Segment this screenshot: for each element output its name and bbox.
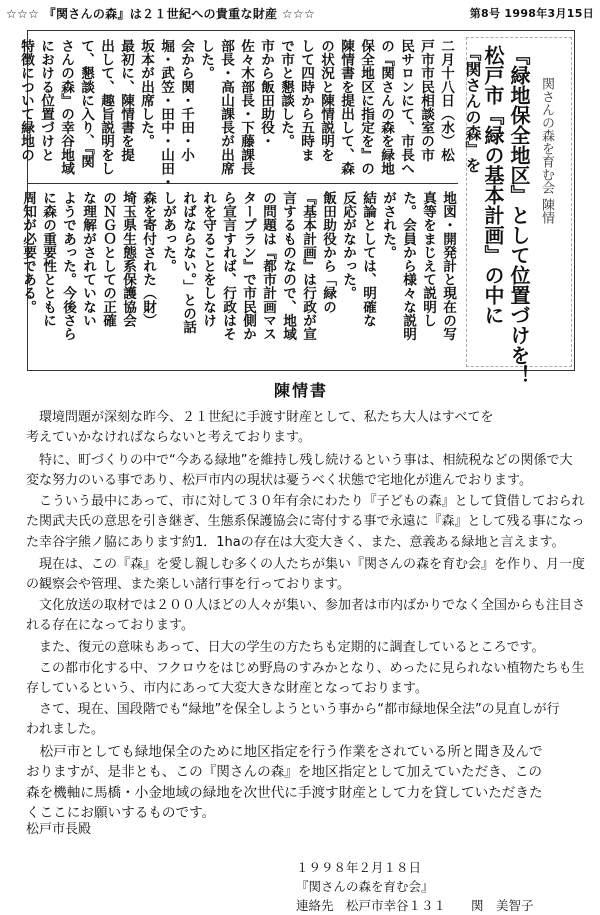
newsletter-title: ☆☆☆ 『関さんの森』は２１世紀への貴重な財産 ☆☆☆ — [6, 7, 316, 21]
petition-contact: 連絡先 松戸市幸谷１３１ 関 美智子 — [296, 898, 534, 913]
headline-byline: 関さんの森を育む会 陳情 — [539, 77, 554, 225]
issue-date: 第8号 1998年3月15日 — [469, 7, 594, 20]
petition-paragraph: この都市化する中、フクロウをはじめ野鳥のすみかとなり、めったに見られない植物たちも生 存しているという、市内にあって大変大きな財産となっております。 — [26, 661, 585, 697]
clipping-headline — [463, 37, 572, 385]
petition-paragraph: 文化放送の取材では２００人ほどの人々が集い、参加者は市内ばかりでなく全国からも注目さ れる存在になっております。 — [26, 598, 586, 634]
newspaper-clipping — [18, 30, 575, 385]
headline-line-3: 『緑地保全地区』として位置づけを！ — [507, 45, 531, 385]
clipping-bottom-text: 地図・開発計と現在の写 真等をまじえて説明し た。会員から様々な説明 がされた。 結論としては、明確な 反応がなかった。 飯田助役から「緑の 『基本計画』は行政が宣 言するものなので、地域 の問題は『都市計画マス タープラン』で市民側か ら宣言すれば、行政はそ れを守ることをしなけ ればならない。」との話 しがあった。 森を寄付された（財） 埼玉県生態系保護協会 のＮＧＯとしての正確 な理解がされていない ようであった。今後さら に森の重要性とともに 周知が必要である。 — [20, 191, 456, 341]
petition-title: 陳情書 — [273, 381, 328, 400]
petition-paragraph: 現在は、この『森』を愛し親しむ多くの人たちが集い『関さんの森を育む会』を作り、月一度 の観察会や管理、また楽しい諸行事を行っております。 — [26, 557, 586, 593]
headline-line-1: 『関さんの森』を — [463, 45, 482, 173]
clipping-top-text: 二月十八日（水）松 戸市市民相談室の市 民サロンにて、市長へ の『関さんの森を緑地 保全地区に指定を』の 陳情書を提出して、森 の状況と陳情説明を して四時から五時ま で市と懇談した。 市から飯田助役・ 佐々木部長・下藤課長 部長・高山課長が出席 した。 会から関・千田・小 堀・武笠・田中・山田・ 坂本が出席した。 最初に、陳情書を提 出して、趣旨説明をし て、懇談に入り、『関 さんの森』の幸谷地域 における位置づけと 特徴について緑地の — [18, 39, 454, 189]
newsletter-header — [6, 5, 594, 21]
petition-organization: 『関さんの森を育む会』 — [296, 879, 434, 894]
clipping-divider — [28, 183, 458, 184]
petition-addressee: 松戸市長殿 — [26, 822, 92, 837]
petition-paragraph: 松戸市としても緑地保全のために地区指定を行う作業をされている所と聞き及んで おりますが、是非とも、この『関さんの森』を地区指定として加えていただき、この 森を機軸に馬橋・小金地域の緑地を次世代に手渡す財産として力を貸していただきた くここにお願いするものです。 — [26, 744, 543, 822]
petition-paragraph: さて、現在、国段階でも“緑地”を保全しようという事から“都市緑地保全法”の見直しが行 われました。 — [26, 702, 560, 738]
petition-paragraph: こういう最中にあって、市に対して３０年有余にわたり『子どもの森』として貸借しておられ た関武夫氏の意思を引き継ぎ、生態系保護協会に寄付する事で永遠に『森』として残る事になっ た幸谷字熊ノ脇にあります約1．1haの存在は大変大きく、また、意義ある緑地と言えます。 — [26, 494, 585, 550]
petition-paragraph: また、復元の意味もあって、日大の学生の方たちも定期的に調査しているところです。 — [26, 640, 545, 655]
petition-paragraph: 環境問題が深刻な昨今、２１世紀に手渡す財産として、私たち大人はすべてを 考えていかなければならないと考えております。 — [26, 410, 494, 446]
petition-paragraph: 特に、町づくりの中で“今ある緑地”を維持し残し続けるという事は、相続税などの関係で大 変な努力のいる事であり、松戸市内の現状は憂うべく状態で宅地化が進んでおります。 — [26, 453, 573, 489]
headline-line-2: 松戸市『緑の基本計画』の中に — [481, 45, 505, 325]
petition-date: １９９８年２月１８日 — [296, 860, 422, 875]
